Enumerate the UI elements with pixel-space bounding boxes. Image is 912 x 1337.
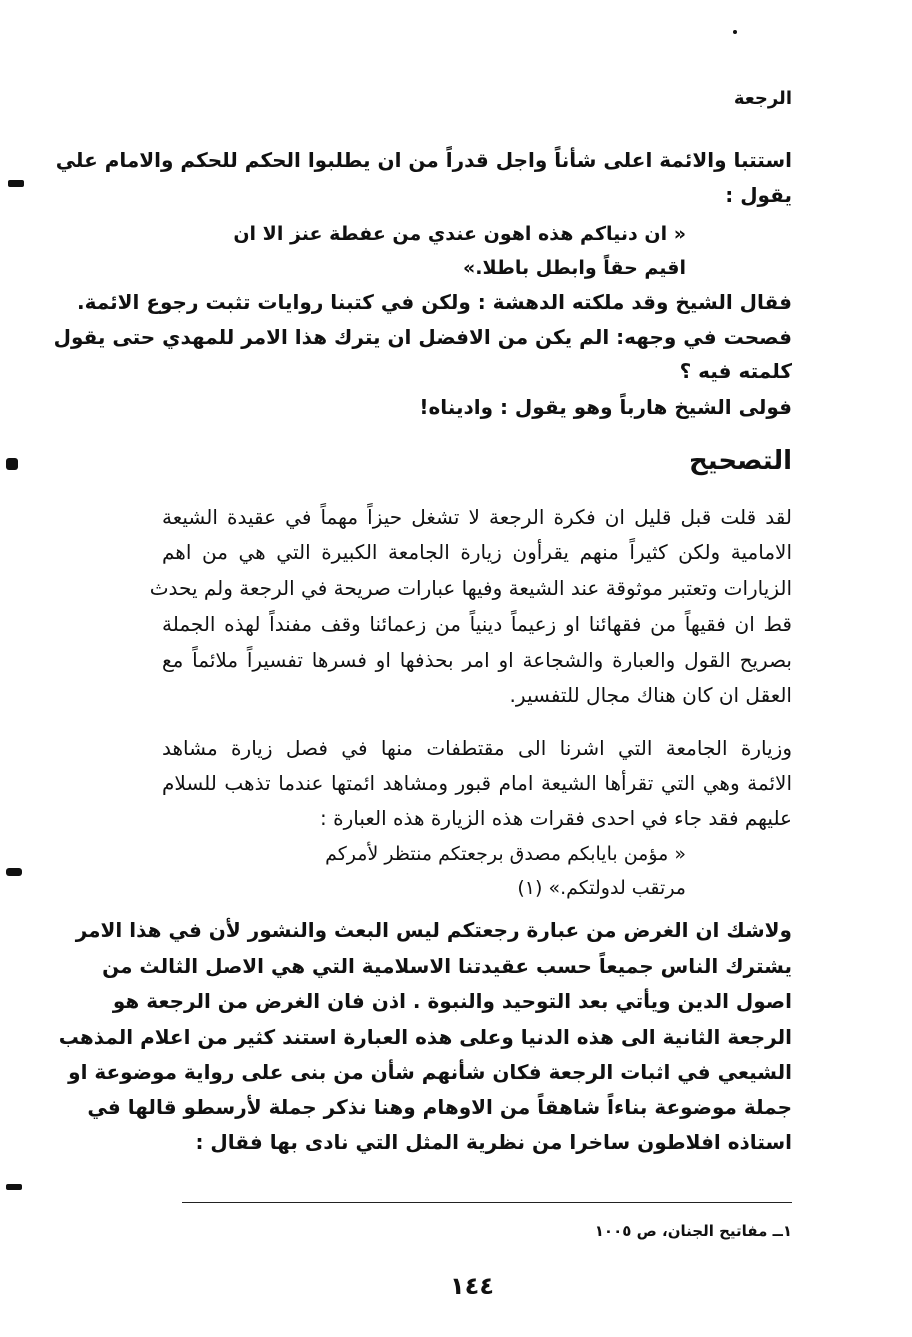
section-title: التصحيح <box>689 446 792 476</box>
text-line: ولاشك ان الغرض من عبارة رجعتكم ليس البعث والنشور لأن في هذا الامر <box>75 918 792 942</box>
text-line: قط ان فقيهاً من فقهائنا او زعيماً دينياً من زعمائنا وقف مفنداً لهذه الجملة <box>162 612 792 636</box>
text-line: فولى الشيخ هارباً وهو يقول : وادينا‌ه! <box>419 395 792 419</box>
text-line: استاذه افلاطون ساخرا من نظرية المثل التي نادى بها فقال : <box>195 1130 792 1154</box>
quote-line: مرتقب لدولتكم.» (١) <box>517 877 686 899</box>
text-line: يقول : <box>725 183 792 207</box>
running-header: الرجعة <box>733 88 792 109</box>
text-line: عليهم فقد جاء في احدى فقرات هذه الزيارة هذه العبارة : <box>320 806 792 830</box>
text-line: بصريح القول والعبارة والشجاعة او امر بحذفها او فسرها تفسيراً ملائماً مع <box>162 648 792 672</box>
text-line: لقد قلت قبل قليل ان فكرة الرجعة لا تشغل حيزاً مهماً في عقيدة الشيعة <box>162 505 792 529</box>
quote-line: « مؤمن بايابكم مصدق برجعتكم منتظر لأمركم <box>325 843 686 865</box>
scan-speck <box>8 180 24 187</box>
footnote: ١ــ مفاتيح الجنان، ص ١٠٠٥ <box>594 1222 792 1240</box>
text-line: كلمته فيه ؟ <box>679 359 792 383</box>
quote-line: « ان دنياكم هذه اهون عندي من عفطة عنز الا ان <box>233 223 686 245</box>
page-number: ١٤٤ <box>450 1272 494 1300</box>
text-line: الائمة وهي التي تقرأها الشيعة امام قبور ومشاهد ائمتها عندما تذهب للسلام <box>162 771 792 795</box>
text-line: وزيارة الجامعة التي اشرنا الى مقتطفات منها في فصل زيارة مشاهد <box>162 736 792 760</box>
scan-speck <box>733 30 737 34</box>
scan-speck <box>6 458 18 470</box>
quote-line: اقيم حقاً وابطل باطلا.» <box>463 257 686 279</box>
text-line: فقال الشيخ وقد ملكته الدهشة : ولكن في كتبنا روايات تثبت رجوع الائمة. <box>77 290 792 314</box>
text-line: جملة موضوعة بناءاً شاهقاً من الاوهام وهنا نذكر جملة لأرسطو قالها في <box>87 1095 792 1119</box>
text-line: الرجعة الثانية الى هذه الدنيا وعلى هذه العبارة استند كثير من اعلام المذهب <box>58 1025 792 1049</box>
text-line: فصحت في وجهه: الم يكن من الافضل ان يترك هذا الامر للمهدي حتى يقول <box>53 325 792 349</box>
text-line: الزيارات وتعتبر موثوقة عند الشيعة وفيها عبارات صريحة في الرجعة ولم يحدث <box>149 576 792 600</box>
text-line: الشيعي في اثبات الرجعة فكان شأنهم شأن من بنى على رواية موضوعة او <box>68 1060 792 1084</box>
text-line: استتبا والائمة اعلى شأناً واجل قدراً من ان يطلبوا الحكم للحكم والامام علي <box>55 148 792 172</box>
text-line: الامامية ولكن كثيراً منهم يقرأون زيارة الجامعة الكبيرة التي هي من اهم <box>162 540 792 564</box>
text-line: اصول الدين ويأتي بعد التوحيد والنبوة . اذن فان الغرض من الرجعة هو <box>112 989 792 1013</box>
footnote-divider <box>182 1202 792 1203</box>
text-line: يشترك الناس جميعاً حسب عقيدتنا الاسلامية التي هي الاصل الثالث من <box>102 954 792 978</box>
text-line: العقل ان كان هناك مجال للتفسير. <box>509 683 792 707</box>
scan-speck <box>6 868 22 876</box>
scan-speck <box>6 1184 22 1190</box>
